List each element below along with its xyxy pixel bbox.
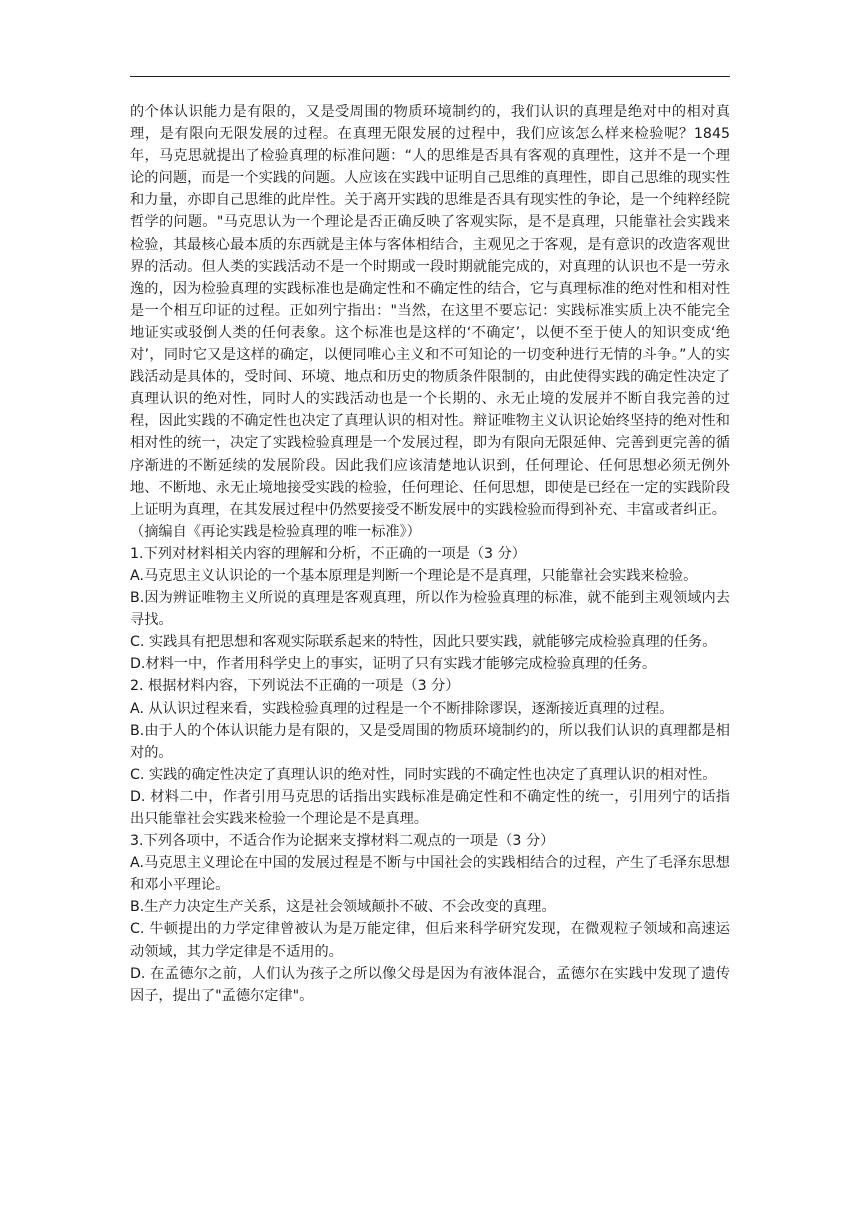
question-3-option-a: A.马克思主义理论在中国的发展过程是不断与中国社会的实践相结合的过程，产生了毛泽东思想和邓小平理论。: [130, 855, 730, 894]
question-3-stem: 3.下列各项中，不适合作为论据来支撑材料二观点的一项是（3 分）: [130, 833, 555, 850]
question-3-option-d: D. 在孟德尔之前，人们认为孩子之所以像父母是因为有液体混合，孟德尔在实践中发现了遗传因子，提出了"孟德尔定律"。: [130, 965, 730, 1004]
question-1-option-b: B.因为辨证唯物主义所说的真理是客观真理，所以作为检验真理的标准，就不能到主观领域内去寻找。: [130, 590, 730, 629]
source-citation: （摘编自《再论实践是检验真理的唯一标准》）: [130, 523, 421, 540]
article-paragraph: 的个体认识能力是有限的，又是受周围的物质环境制约的，我们认识的真理是绝对中的相对真理，是有限向无限发展的过程。在真理无限发展的过程中，我们应该怎么样来检验呢？1845年，马克思就提出了检验真理的标准问题：“人的思维是否具有客观的真理性，这并不是一个理论的问题，而是一个实践的问题。人应该在实践中证明自己思维的真理性，即自己思维的现实性和力量，亦即自己思维的此岸性。关于离开实践的思维是否具有现实性的争论，是一个纯粹经院哲学的问题。"马克思认为一个理论是否正确反映了客观实际，是不是真理，只能靠社会实践来检验，其最核心最本质的东西就是主体与客体相结合，主观见之于客观，是有意识的改造客观世界的活动。但人类的实践活动不是一个时期或一段时期就能完成的，对真理的认识也不是一劳永逸的，因为检验真理的实践标准也是确定性和不确定性的结合，它与真理标准的绝对性和相对性是一个相互印证的过程。正如列宁指出："当然，在这里不要忘记：实践标准实质上决不能完全地证实或驳倒人类的任何表象。这个标准也是这样的‘不确定’，以便不至于使人的知识变成‘绝对’，同时它又是这样的确定，以便同唯心主义和不可知论的一切变种进行无情的斗争。”人的实践活动是具体的，受时间、环境、地点和历史的物质条件限制的，由此使得实践的确定性决定了真理认识的绝对性，同时人的实践活动也是一个长期的、永无止境的发展并不断自我完善的过程，因此实践的不确定性也决定了真理认识的相对性。辩证唯物主义认识论始终坚持的绝对性和相对性的统一，决定了实践检验真理是一个发展过程，即为有限向无限延伸、完善到更完善的循序渐进的不断延续的发展阶段。因此我们应该清楚地认识到，任何理论、任何思想必须无例外地、不断地、永无止境地接受实践的检验，任何理论、任何思想，即使是已经在一定的实践阶段上证明为真理，在其发展过程中仍然要接受不断发展中的实践检验而得到补充、丰富或者纠正。: [130, 104, 730, 518]
question-2-stem: 2. 根据材料内容，下列说法不正确的一项是（3 分）: [130, 678, 460, 695]
question-3-option-b: B.生产力决定生产关系，这是社会领域颠扑不破、不会改变的真理。: [130, 899, 556, 916]
question-2-option-b: B.由于人的个体认识能力是有限的，又是受周围的物质环境制约的，所以我们认识的真理都是相对的。: [130, 722, 730, 761]
header-rule: [130, 76, 730, 77]
question-1-option-a: A.马克思主义认识论的一个基本原理是判断一个理论是不是真理，只能靠社会实践来检验。: [130, 567, 698, 584]
question-3-option-c: C. 牛顿提出的力学定律曾被认为是万能定律，但后来科学研究发现，在微观粒子领域和高速运动领域，其力学定律是不适用的。: [130, 921, 730, 960]
question-2-option-a: A. 从认识过程来看，实践检验真理的过程是一个不断排除谬误，逐渐接近真理的过程。: [130, 700, 674, 717]
question-2-option-d: D. 材料二中，作者引用马克思的话指出实践标准是确定性和不确定性的统一，引用列宁的话指出只能靠社会实践来检验一个理论是不是真理。: [130, 788, 730, 827]
question-1-option-d: D.材料一中，作者用科学史上的事实，证明了只有实践才能够完成检验真理的任务。: [130, 656, 657, 673]
question-1-option-c: C. 实践具有把思想和客观实际联系起来的特性，因此只要实践，就能够完成检验真理的任务。: [130, 634, 717, 651]
question-1-stem: 1.下列对材料相关内容的理解和分析，不正确的一项是（3 分）: [130, 545, 526, 562]
document-body: [130, 101, 730, 1007]
question-2-option-c: C. 实践的确定性决定了真理认识的绝对性，同时实践的不确定性也决定了真理认识的相对性。: [130, 766, 717, 783]
